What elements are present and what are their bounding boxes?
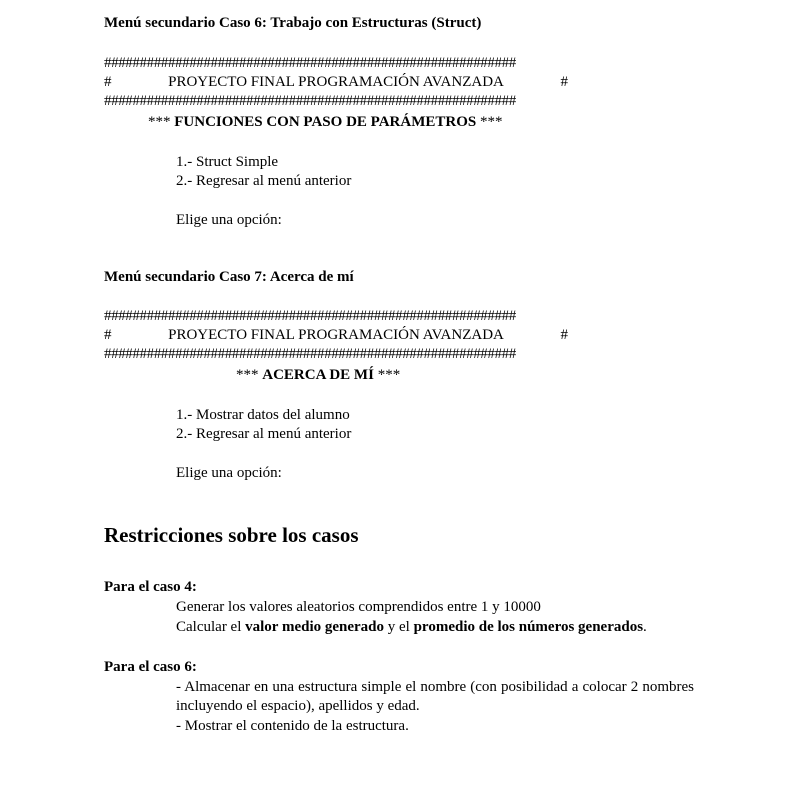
case7-title: Menú secundario Caso 7: Acerca de mí xyxy=(104,269,354,285)
case7-banner-right: # xyxy=(560,327,568,343)
case7-subtitle-prefix: *** xyxy=(236,367,259,383)
case6-hash-top: ########################################################## xyxy=(104,55,516,71)
case6-subtitle xyxy=(148,113,502,132)
case7-hash-bottom: ########################################################## xyxy=(104,346,516,362)
restrictions-heading: Restricciones sobre los casos xyxy=(104,523,359,547)
case7-option-1: 1.- Mostrar datos del alumno xyxy=(176,407,350,423)
case7-hash-top: ########################################################## xyxy=(104,308,516,324)
case6-title: Menú secundario Caso 6: Trabajo con Estructuras (Struct) xyxy=(104,15,482,31)
case6-banner xyxy=(104,73,568,92)
case6-banner-right: # xyxy=(560,74,568,90)
case7-banner-text: PROYECTO FINAL PROGRAMACIÓN AVANZADA xyxy=(168,327,504,343)
case6-hash-bottom: ########################################################## xyxy=(104,93,516,109)
case6-restriction-label: Para el caso 6: xyxy=(104,659,197,675)
case4-line-2-mid: y el xyxy=(384,619,414,635)
case7-banner xyxy=(104,326,568,345)
case7-subtitle xyxy=(236,366,400,385)
case6-subtitle-prefix: *** xyxy=(148,114,171,130)
case7-option-2: 2.- Regresar al menú anterior xyxy=(176,426,352,442)
case7-banner-left: # xyxy=(104,327,112,343)
case4-bold-promedio: promedio de los números generados xyxy=(413,619,644,635)
case7-subtitle-suffix: *** xyxy=(377,367,401,383)
case4-bold-valor-medio: valor medio generado xyxy=(245,619,385,635)
case4-line-2 xyxy=(176,618,647,637)
case6-subtitle-text: FUNCIONES CON PASO DE PARÁMETROS xyxy=(174,114,477,130)
case6-option-1: 1.- Struct Simple xyxy=(176,154,279,170)
case6-banner-text: PROYECTO FINAL PROGRAMACIÓN AVANZADA xyxy=(168,74,504,90)
case4-line-2-pre: Calcular el xyxy=(176,619,246,635)
case6-restriction-para-1: - Almacenar en una estructura simple el nombre (con posibilidad a colocar 2 nombres incluyendo el espacio), apellidos y edad. xyxy=(176,679,694,714)
case4-label: Para el caso 4: xyxy=(104,579,197,595)
case6-restriction-para-2: - Mostrar el contenido de la estructura. xyxy=(176,718,409,734)
case6-prompt: Elige una opción: xyxy=(176,212,282,228)
case4-line-1: Generar los valores aleatorios comprendidos entre 1 y 10000 xyxy=(176,599,541,615)
case7-prompt: Elige una opción: xyxy=(176,465,282,481)
case6-banner-left: # xyxy=(104,74,112,90)
case6-subtitle-suffix: *** xyxy=(479,114,503,130)
case7-subtitle-text: ACERCA DE MÍ xyxy=(262,367,374,383)
case6-option-2: 2.- Regresar al menú anterior xyxy=(176,173,352,189)
case4-line-2-end: . xyxy=(643,619,647,635)
